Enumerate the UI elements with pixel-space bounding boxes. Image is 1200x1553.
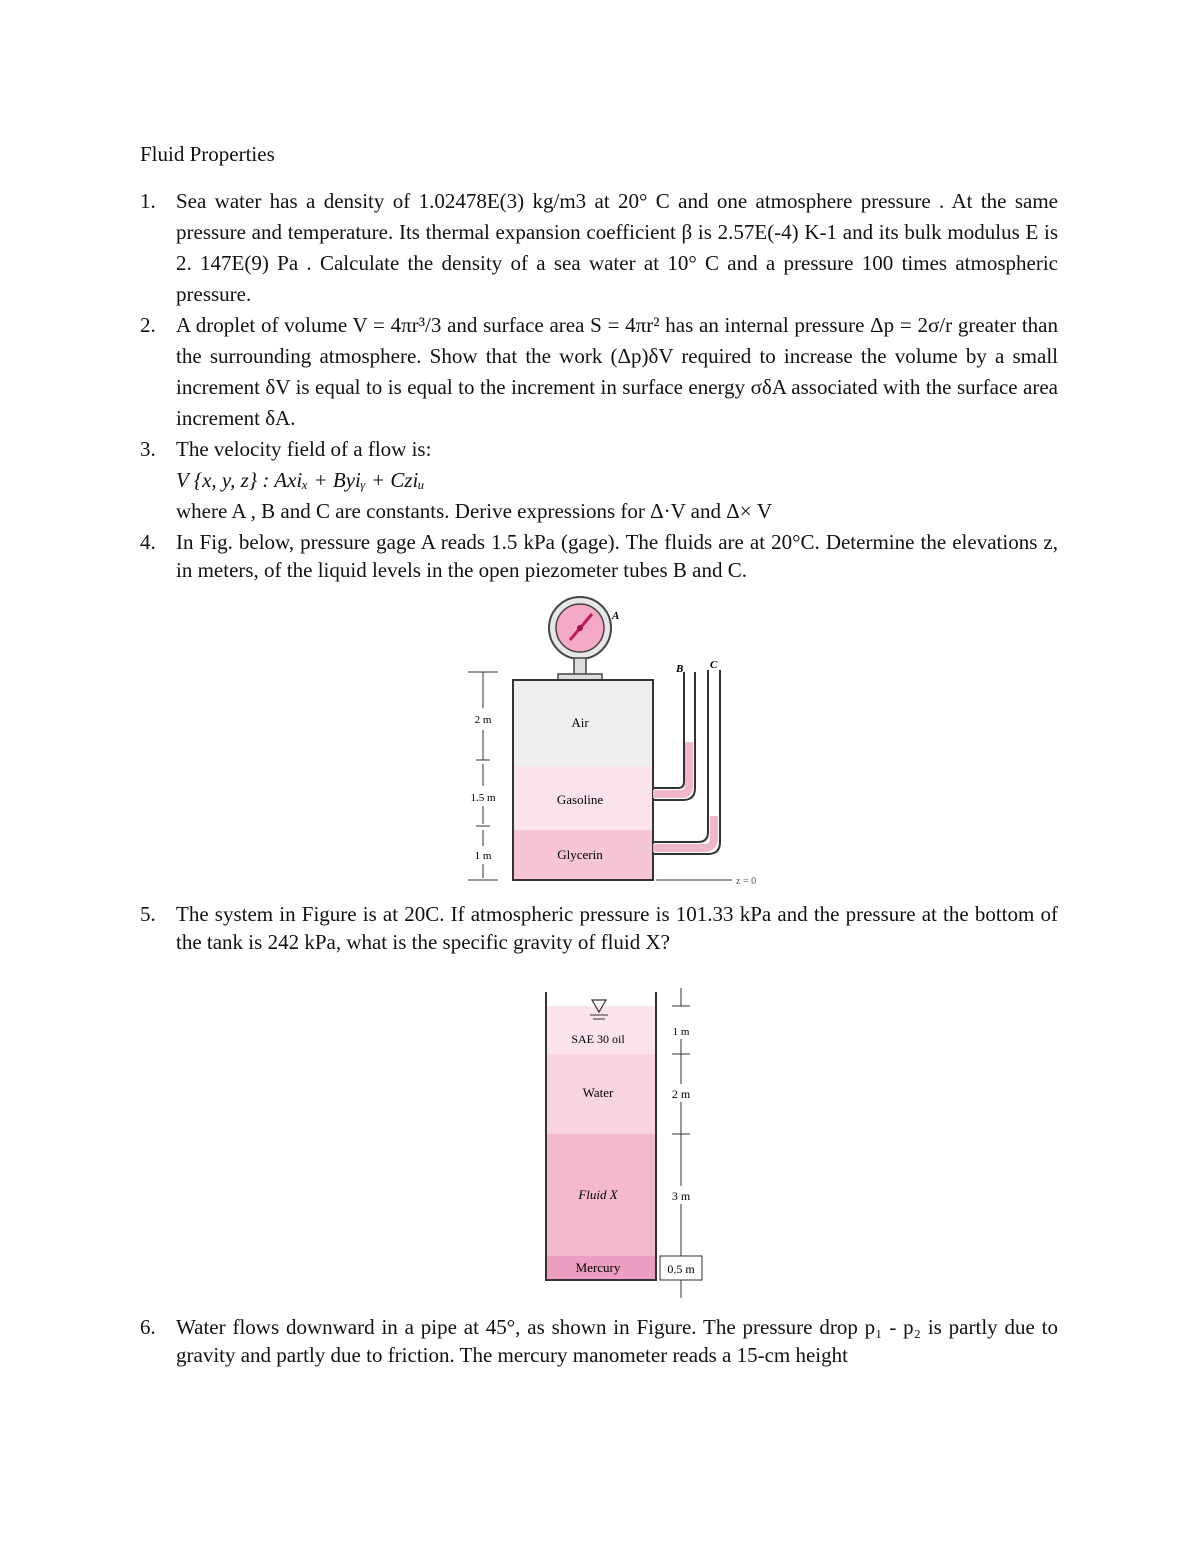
dim-glycerin: 1 m	[474, 850, 492, 862]
dim-water: 2 m	[671, 1087, 691, 1101]
problem-3	[140, 434, 1058, 527]
problem-text: where A , B and C are constants. Derive expressions for Δ·V and Δ× V	[176, 499, 772, 523]
problem-text: A droplet of volume V = 4πr³/3 and surface area S = 4πr² has an internal pressure Δp = 2σ/r greater than the surrounding atmosphere. Show that the work (Δp)δV required to increase the volume by a small increment δV is equal to is equal to the increment in surface energy σδA associated with the surface area increment δA.	[176, 313, 1058, 430]
problem-5	[140, 900, 1058, 956]
problem-2	[140, 310, 1058, 434]
dim-mercury: 0.5 m	[667, 1262, 695, 1276]
problem-number: 2.	[140, 313, 156, 337]
problem-1	[140, 186, 1058, 310]
problem-4	[140, 528, 1058, 584]
dimension-lines	[468, 672, 498, 880]
layer-label-gasoline: Gasoline	[556, 792, 604, 807]
figure-layered-tank	[530, 984, 710, 1304]
layer-oil	[546, 1006, 656, 1054]
tube-c-label: C	[710, 659, 718, 671]
dim-oil: 1 m	[672, 1026, 690, 1038]
problem-text: Water flows downward in a pipe at 45°, as shown in Figure. The pressure drop p₁ - p₂ is partly due to gravity and partly due to friction. The mercury manometer reads a 15-cm height	[176, 1315, 1058, 1367]
problem-text: In Fig. below, pressure gage A reads 1.5 kPa (gage). The fluids are at 20°C. Determine the elevations z, in meters, of the liquid levels in the open piezometer tubes B and C.	[176, 530, 1058, 582]
problem-number: 5.	[140, 902, 156, 926]
problem-text: The system in Figure is at 20C. If atmospheric pressure is 101.33 kPa and the pressure at the bottom of the tank is 242 kPa, what is the specific gravity of fluid X?	[176, 902, 1058, 954]
layer-label-glycerin: Glycerin	[557, 847, 603, 862]
dim-air: 2 m	[474, 714, 492, 726]
problem-number: 1.	[140, 189, 156, 213]
tube-b-label: B	[676, 663, 684, 675]
layer-label-mercury: Mercury	[575, 1260, 621, 1275]
problem-number: 6.	[140, 1315, 156, 1339]
pressure-gage	[549, 597, 611, 680]
figure-tank-piezometers	[440, 588, 780, 892]
layer-label-fluid-x: Fluid X	[578, 1187, 618, 1202]
dim-fluid-x: 3 m	[671, 1189, 691, 1203]
problem-text: Sea water has a density of 1.02478E(3) kg/m3 at 20° C and one atmosphere pressure . At the same pressure and temperature. Its thermal expansion coefficient β is 2.57E(-4) K-1 and its bulk modulus E is 2. 147E(9) Pa . Calculate the density of a sea water at 10° C and a pressure 100 times atmospheric pressure.	[176, 189, 1058, 306]
problem-6	[140, 1313, 1058, 1369]
problem-text: The velocity field of a flow is:	[176, 437, 432, 461]
problem-number: 4.	[140, 530, 156, 554]
layer-label-water: Water	[582, 1085, 614, 1100]
velocity-equation: V {x, y, z} : Axiₓ + Byiᵧ + Cziᵤ	[176, 468, 425, 492]
page-title: Fluid Properties	[140, 142, 275, 166]
gage-label: A	[612, 610, 620, 622]
layer-label-oil: SAE 30 oil	[571, 1032, 625, 1046]
problem-body	[176, 434, 1058, 527]
datum-label: z = 0	[736, 876, 757, 887]
dim-gasoline: 1.5 m	[470, 792, 496, 804]
problem-number: 3.	[140, 437, 156, 461]
layer-label-air: Air	[571, 715, 589, 730]
